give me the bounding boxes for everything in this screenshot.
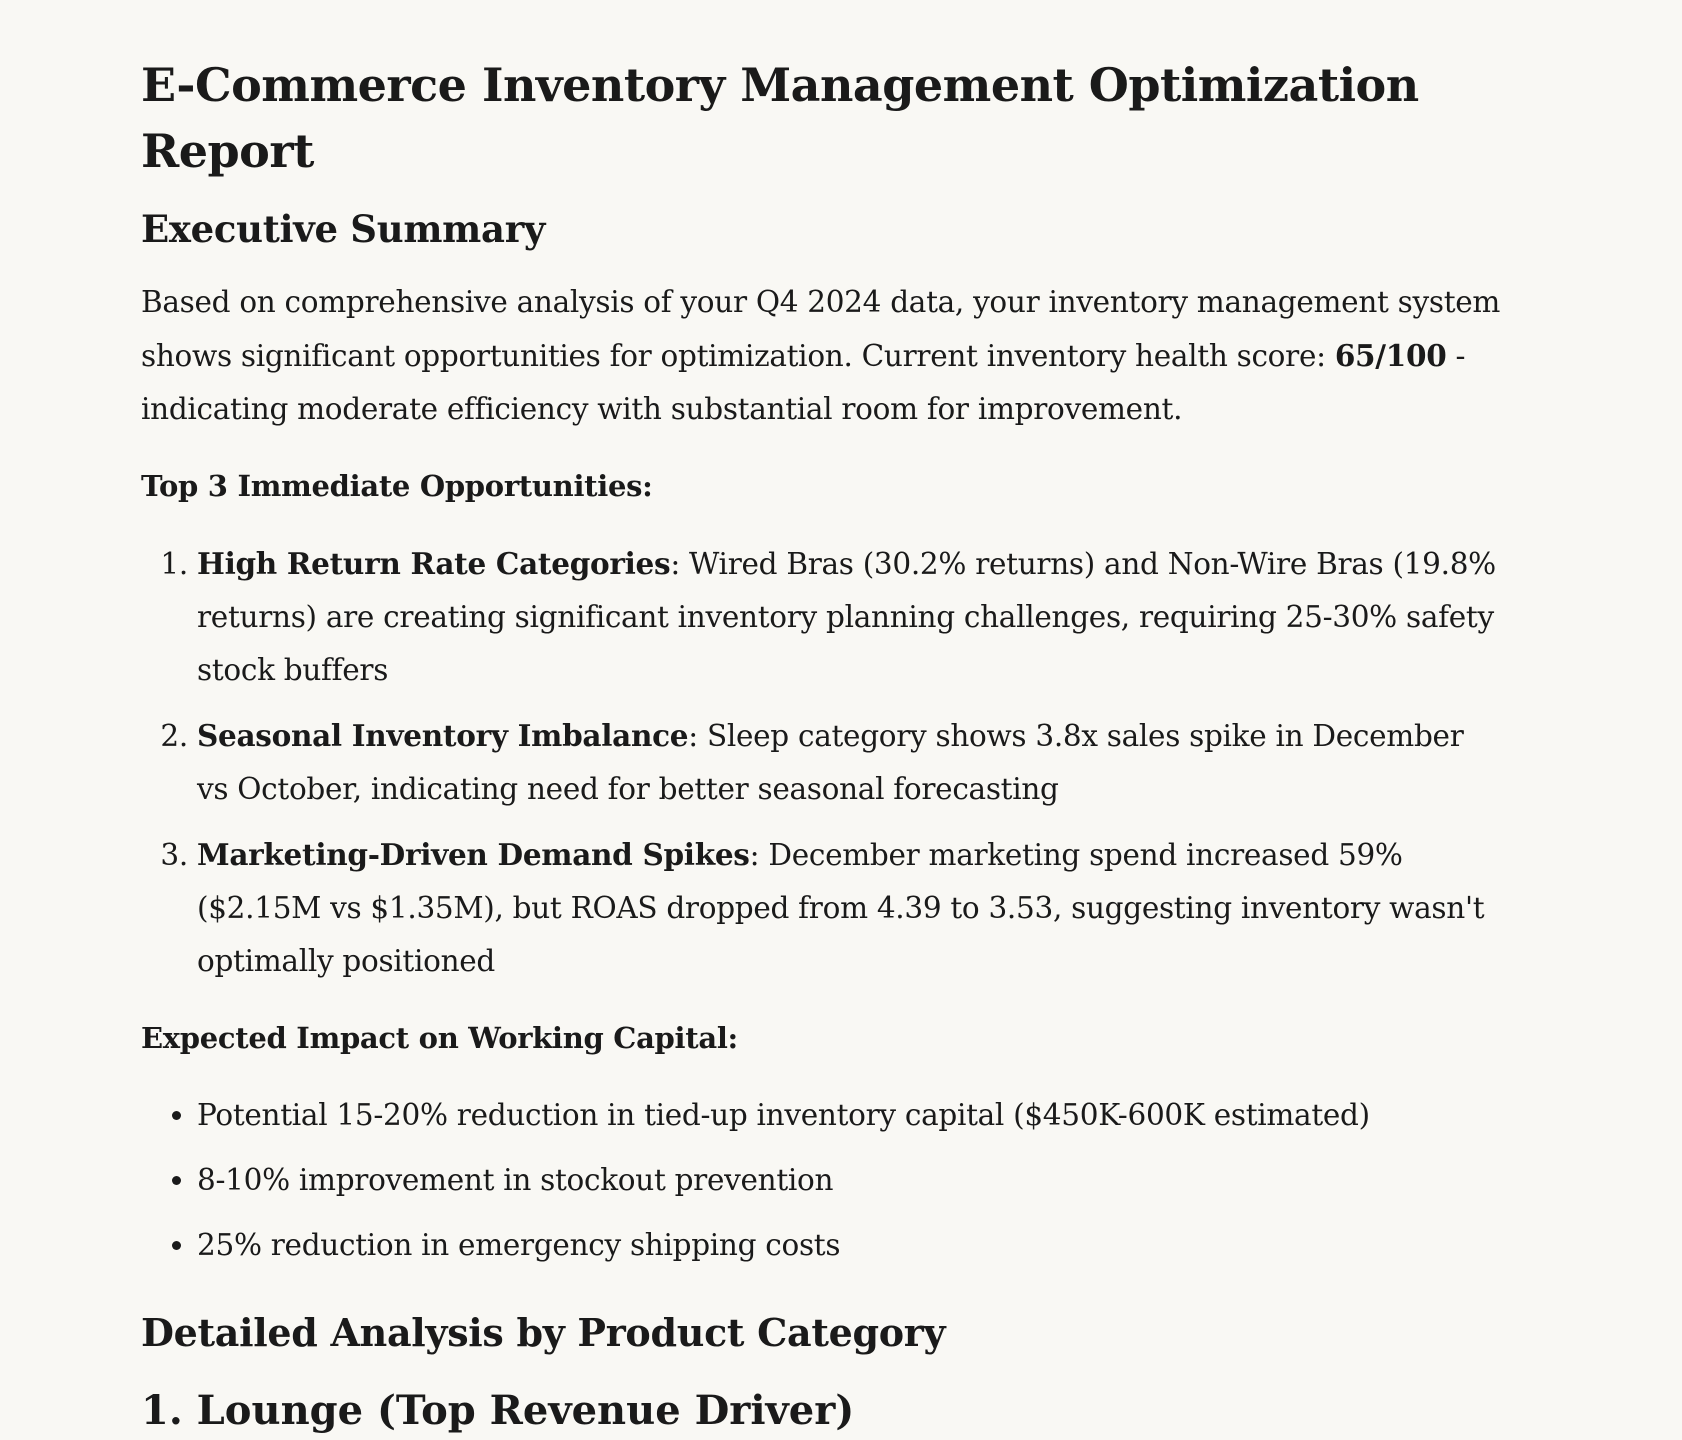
opportunity-title: Seasonal Inventory Imbalance	[197, 718, 689, 753]
opportunity-text: : Wired Bras (30.2% returns) and Non-Wire Bras (19.8% returns) are creating significant inventory planning challenges, requiring 25-30% safety stock buffers	[197, 547, 1496, 687]
opportunity-title: Marketing-Driven Demand Spikes	[197, 837, 750, 872]
list-item: • Potential 15-20% reduction in tied-up inventory capital ($450K-600K estimated)	[197, 1089, 1501, 1142]
opportunities-label: Top 3 Immediate Opportunities:	[141, 469, 653, 503]
intro-suffix: - indicating moderate efficiency with substantial room for improvement.	[141, 339, 1466, 426]
list-item: • 8-10% improvement in stockout prevention	[197, 1154, 1501, 1207]
detailed-analysis-heading: Detailed Analysis by Product Category	[141, 1310, 946, 1355]
report-document	[141, 52, 1501, 1436]
opportunity-text: : December marketing spend increased 59% ($2.15M vs $1.35M), but ROAS dropped from 4.39 to 3.53, suggesting inventory wasn't optimally positioned	[197, 838, 1485, 978]
list-item: • 25% reduction in emergency shipping costs	[197, 1219, 1501, 1272]
list-item	[197, 537, 1501, 697]
health-score: 65/100	[1334, 338, 1447, 373]
impact-label: Expected Impact on Working Capital:	[141, 1021, 738, 1055]
impact-list	[141, 1089, 1501, 1272]
opportunity-text: : Sleep category shows 3.8x sales spike in December vs October, indicating need for better seasonal forecasting	[197, 719, 1464, 806]
category-subheading: 1. Lounge (Top Revenue Driver)	[141, 1387, 855, 1434]
report-title: E-Commerce Inventory Management Optimization Report	[141, 58, 1419, 178]
intro-text: Based on comprehensive analysis of your Q4 2024 data, your inventory management system shows significant opportunities for optimization. Current inventory health score:	[141, 285, 1501, 373]
executive-summary-heading: Executive Summary	[141, 207, 546, 251]
executive-summary-paragraph	[141, 276, 1501, 436]
opportunity-title: High Return Rate Categories	[197, 546, 671, 581]
list-item	[197, 828, 1501, 988]
opportunities-list	[141, 537, 1501, 988]
list-item	[197, 709, 1501, 816]
